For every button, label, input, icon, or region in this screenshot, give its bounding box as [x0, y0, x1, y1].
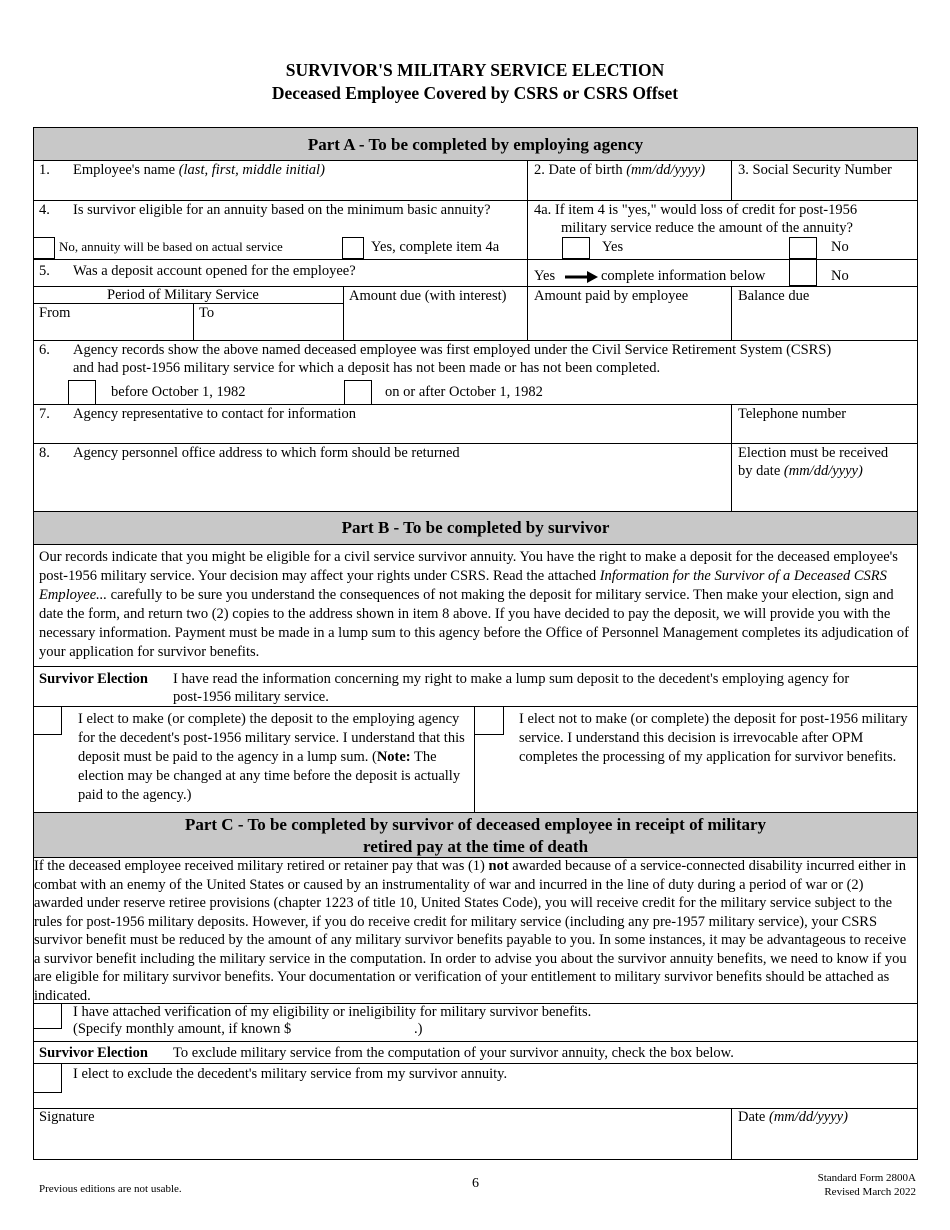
part-b-election-label: Survivor Election	[39, 671, 148, 687]
item6-number: 6.	[39, 342, 50, 358]
part-b-election-text-1: I have read the information concerning my right to make a lump sum deposit to the decedent's employing agency for	[173, 671, 850, 687]
election-date-line2: by date (mm/dd/yyyy)	[738, 463, 863, 479]
verification-line2-end: .)	[414, 1021, 423, 1037]
part-c-heading-line2: retired pay at the time of death	[362, 837, 589, 856]
page-number: 6	[472, 1176, 479, 1191]
form-name: Standard Form 2800A	[817, 1172, 916, 1184]
elect-make-deposit-checkbox[interactable]	[33, 706, 62, 735]
signature-field[interactable]	[34, 1127, 730, 1159]
balance-due-label: Balance due	[738, 288, 810, 304]
election-date-field[interactable]	[732, 482, 917, 510]
item2-label: 2. Date of birth (mm/dd/yyyy)	[534, 162, 706, 178]
part-a-heading: Part A - To be completed by employing agency	[34, 128, 917, 160]
form-title: SURVIVOR'S MILITARY SERVICE ELECTION	[285, 60, 665, 80]
date-label: Date (mm/dd/yyyy)	[738, 1109, 848, 1125]
amount-due-label: Amount due (with interest)	[349, 288, 507, 304]
item6-line1: Agency records show the above named deceased employee was first employed under the Civil Service Retirement System (CSRS)	[73, 342, 832, 358]
telephone-label: Telephone number	[738, 406, 847, 422]
item4a-no-label: No	[831, 239, 849, 255]
amount-paid-label: Amount paid by employee	[534, 288, 689, 304]
exclude-military-service-text: I elect to exclude the decedent's military service from my survivor annuity.	[73, 1066, 508, 1082]
arrow-right-icon	[565, 270, 599, 284]
item4a-question-line1: 4a. If item 4 is "yes," would loss of credit for post-1956	[534, 202, 858, 218]
item6-before-label: before October 1, 1982	[111, 384, 246, 400]
date-of-birth-field[interactable]	[528, 180, 730, 200]
form-identifier	[760, 1171, 916, 1199]
part-c-heading-line1: Part C - To be completed by survivor of deceased employee in receipt of military	[184, 815, 767, 834]
item5-no-label: No	[831, 268, 849, 284]
item4a-question-line2: military service reduce the amount of the annuity?	[561, 220, 853, 236]
part-c-election-label: Survivor Election	[39, 1045, 148, 1061]
item4-yes-label: Yes, complete item 4a	[371, 239, 500, 255]
item1-label: Employee's name (last, first, middle initial)	[73, 162, 325, 178]
item7-label: Agency representative to contact for information	[73, 406, 357, 422]
item3-label: 3. Social Security Number	[738, 162, 892, 178]
part-c-heading	[34, 813, 917, 857]
exclude-military-service-checkbox[interactable]	[33, 1063, 62, 1093]
signature-label: Signature	[39, 1109, 95, 1125]
verification-attached-checkbox[interactable]	[33, 1003, 62, 1029]
employee-name-field[interactable]	[34, 180, 526, 200]
part-c-paragraph: If the deceased employee received military retired or retainer pay that was (1) not awarded because of a service-connected disability incurred either in combat with an enemy of the United States or caused by an instrumentality of war and incurred in the line of duty during a period of war or (2) awarded under reserve retiree provisions (chapter 1223 of title 10, United States Code), you will receive credit for the military service subject to the rules for post-1956 military deposits. However, if you do receive credit for military service (including any pre-1957 military service), your CSRS survivor benefit must be reduced by the amount of any military survivor benefits payable to you. In some instances, it may be advantageous to receive a survivor benefit including the military service in the computation. In order to advise you about the survivor annuity benefits, we need to know if you are eligible for military survivor benefits. Your documentation or verification of your entitlement to military survivor benefits should be attached as indicated.	[34, 858, 907, 1003]
item4-number: 4.	[39, 202, 50, 218]
item6-before-checkbox[interactable]	[68, 380, 96, 405]
item5-yes-label: Yes	[534, 268, 556, 284]
part-b-intro: Our records indicate that you might be eligible for a civil service survivor annuity. You have the right to make a deposit for the deceased employee's post-1956 military service. Your decision may affect your rights under CSRS. Read the attached Information for the Survivor of a Deceased CSRS Employee... carefully to be sure you understand the consequences of not making the deposit for military service. Then make your election, sign and date the form, and return two (2) copies to the address shown in item 8 above. If you have decided to pay the deposit, we will provide you with the necessary information. Payment must be made in a lump sum to this agency before the Office of Personnel Management completes its adjudication of your application for survivor benefits.	[39, 549, 909, 660]
from-label: From	[39, 305, 71, 321]
item6-after-label: on or after October 1, 1982	[385, 384, 543, 400]
elect-not-make-deposit-text: I elect not to make (or complete) the deposit for post-1956 military service. I understand this decision is irrevocable after OPM completes the processing of my application for survivor benefits.	[519, 711, 908, 765]
form-revised: Revised March 2022	[824, 1186, 916, 1198]
agency-representative-field[interactable]	[34, 424, 730, 443]
item4-no-label: No, annuity will be based on actual service	[59, 239, 283, 254]
ssn-field[interactable]	[732, 180, 917, 200]
verification-line2: (Specify monthly amount, if known $	[73, 1021, 292, 1037]
elect-make-deposit-text: I elect to make (or complete) the deposit to the employing agency for the decedent's post-1956 military service. I understand that this deposit must be paid to the agency in a lump sum. (Note: The election may be changed at any time before the deposit is actually paid to the agency.)	[78, 711, 465, 803]
verification-line1: I have attached verification of my eligibility or ineligibility for military survivor benefits.	[73, 1004, 592, 1020]
item5-label: Was a deposit account opened for the employee?	[73, 263, 356, 279]
amount-paid-field[interactable]	[528, 306, 730, 339]
item8-number: 8.	[39, 445, 50, 461]
item5-yes-tail: complete information below	[601, 268, 766, 284]
item6-after-checkbox[interactable]	[344, 380, 372, 405]
item5-no-checkbox[interactable]	[789, 259, 817, 286]
item8-label: Agency personnel office address to which form should be returned	[73, 445, 460, 461]
item4a-no-checkbox[interactable]	[789, 237, 817, 259]
amount-due-field[interactable]	[344, 306, 526, 339]
signature-date-field[interactable]	[732, 1127, 917, 1159]
from-field[interactable]	[34, 321, 192, 339]
part-b-election-text-2: post-1956 military service.	[173, 689, 329, 705]
item5-number: 5.	[39, 263, 50, 279]
footer-note: Previous editions are not usable.	[39, 1183, 182, 1195]
item4-yes-checkbox[interactable]	[342, 237, 364, 259]
telephone-field[interactable]	[732, 424, 917, 443]
to-field[interactable]	[194, 321, 342, 339]
form-subtitle: Deceased Employee Covered by CSRS or CSRS Offset	[271, 83, 679, 103]
item6-line2: and had post-1956 military service for which a deposit has not been made or has not been completed.	[73, 360, 661, 376]
item5-yes-checkbox[interactable]	[528, 260, 554, 285]
period-label: Period of Military Service	[107, 287, 259, 303]
monthly-amount-field[interactable]	[312, 1020, 407, 1038]
balance-due-field[interactable]	[732, 306, 917, 339]
item4-no-checkbox[interactable]	[33, 237, 55, 259]
item4-label: Is survivor eligible for an annuity based on the minimum basic annuity?	[73, 202, 491, 218]
item4a-yes-label: Yes	[602, 239, 624, 255]
item7-number: 7.	[39, 406, 50, 422]
election-date-line1: Election must be received	[738, 445, 889, 461]
agency-address-field[interactable]	[34, 463, 730, 510]
elect-not-make-deposit-checkbox[interactable]	[474, 706, 504, 735]
part-c-election-text: To exclude military service from the computation of your survivor annuity, check the box below.	[173, 1045, 734, 1061]
part-b-heading: Part B - To be completed by survivor	[34, 512, 917, 544]
to-label: To	[199, 305, 215, 321]
item1-number: 1.	[39, 162, 50, 178]
item4a-yes-checkbox[interactable]	[562, 237, 590, 259]
